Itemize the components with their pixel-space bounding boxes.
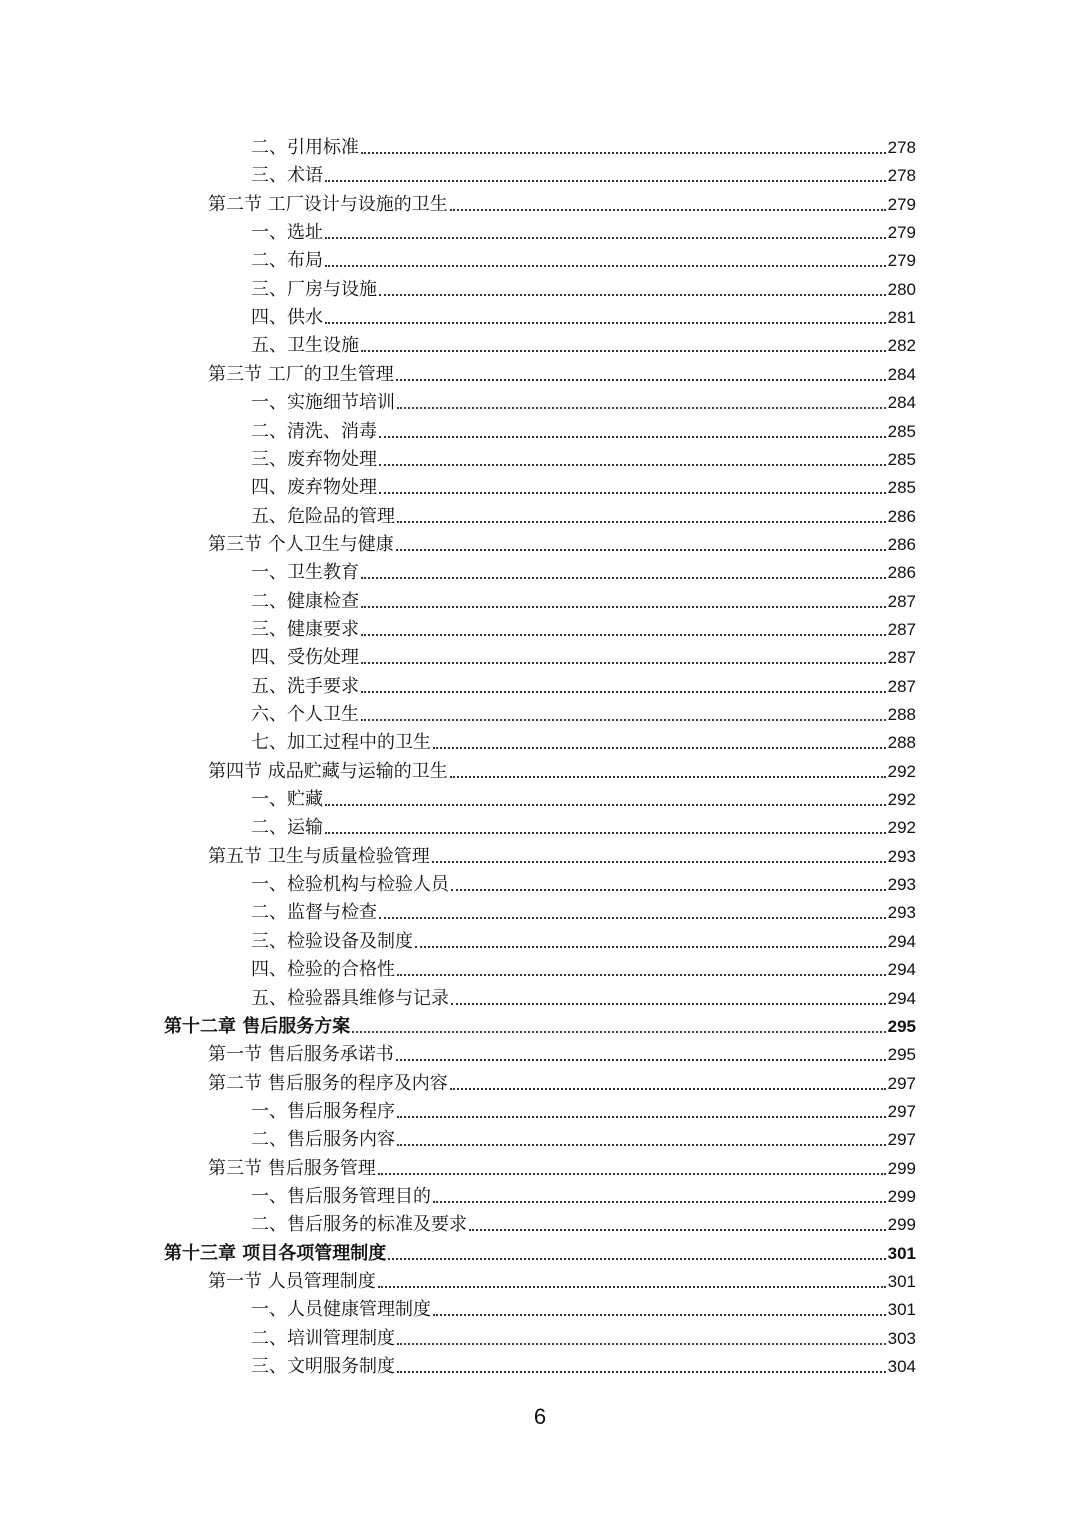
toc-entry-page: 284	[887, 393, 916, 413]
toc-entry-label: 五、危险品的管理	[251, 505, 395, 527]
toc-entry-label: 二、健康检查	[251, 590, 359, 612]
toc-entry-page: 299	[887, 1158, 916, 1178]
dot-leader	[325, 322, 886, 324]
toc-entry-label: 一、卫生教育	[251, 562, 359, 584]
dot-leader	[361, 350, 886, 352]
toc-entry-label: 二、售后服务内容	[251, 1129, 395, 1151]
toc-entry-page: 285	[887, 421, 916, 441]
dot-leader	[361, 606, 886, 608]
toc-entry-page: 287	[887, 648, 916, 668]
toc-entry-page: 282	[887, 336, 916, 356]
toc-entry-page: 294	[887, 960, 916, 980]
toc-entry-label: 一、售后服务管理目的	[251, 1185, 431, 1207]
toc-entry-item[interactable]	[0, 613, 1080, 641]
toc-entry-label: 一、贮藏	[251, 789, 323, 811]
toc-entry-label: 第二节 售后服务的程序及内容	[208, 1072, 448, 1094]
toc-entry-label: 三、术语	[251, 165, 323, 187]
dot-leader	[433, 1201, 886, 1203]
toc-entry-page: 279	[887, 194, 916, 214]
toc-entry-page: 279	[887, 251, 916, 271]
toc-entry-section[interactable]	[0, 188, 1080, 216]
dot-leader	[433, 1314, 886, 1316]
toc-entry-page: 278	[887, 138, 916, 157]
toc-entry-item[interactable]	[0, 159, 1080, 187]
dot-leader	[361, 634, 886, 636]
toc-entry-label: 二、清洗、消毒	[251, 420, 377, 442]
toc-entry-page: 287	[887, 591, 916, 611]
dot-leader	[325, 832, 886, 834]
dot-leader	[397, 1116, 886, 1118]
toc-entry-label: 第三节 工厂的卫生管理	[208, 363, 394, 385]
toc-entry-label: 五、卫生设施	[251, 335, 359, 357]
toc-entry-page: 295	[887, 1016, 916, 1036]
toc-entry-page: 293	[887, 903, 916, 923]
toc-entry-item[interactable]	[0, 585, 1080, 613]
toc-entry-label: 二、售后服务的标准及要求	[251, 1214, 467, 1236]
dot-leader	[379, 464, 886, 466]
dot-leader	[325, 237, 886, 239]
toc-entry-section[interactable]	[0, 1038, 1080, 1066]
toc-entry-page: 294	[887, 931, 916, 951]
dot-leader	[397, 1144, 886, 1146]
toc-entry-page: 287	[887, 676, 916, 696]
toc-entry-item[interactable]	[0, 953, 1080, 981]
toc-entry-page: 280	[887, 279, 916, 299]
toc-entry-section[interactable]	[0, 755, 1080, 783]
toc-entry-section[interactable]	[0, 840, 1080, 868]
page-number: 6	[533, 1404, 547, 1429]
dot-leader	[432, 861, 886, 863]
toc-entry-item[interactable]	[0, 244, 1080, 272]
toc-entry-label: 一、选址	[251, 222, 323, 244]
toc-entry-page: 281	[887, 308, 916, 328]
dot-leader	[325, 804, 886, 806]
dot-leader	[379, 917, 886, 919]
toc-entry-item[interactable]	[0, 1350, 1080, 1378]
toc-entry-item[interactable]	[0, 896, 1080, 924]
toc-entry-label: 六、个人卫生	[251, 704, 359, 725]
dot-leader	[397, 1371, 886, 1373]
toc-entry-item[interactable]	[0, 301, 1080, 329]
toc-entry-label: 二、运输	[251, 817, 323, 839]
toc-entry-page: 285	[887, 449, 916, 469]
toc-entry-item[interactable]	[0, 641, 1080, 669]
toc-entry-page: 297	[887, 1073, 916, 1093]
toc-entry-label: 第一节 售后服务承诺书	[208, 1044, 394, 1066]
dot-leader	[361, 719, 886, 721]
toc-entry-section[interactable]	[0, 1265, 1080, 1293]
toc-entry-page: 303	[887, 1328, 916, 1348]
toc-entry-page: 286	[887, 563, 916, 583]
toc-entry-item[interactable]	[0, 1095, 1080, 1123]
toc-entry-label: 三、健康要求	[251, 618, 359, 640]
toc-entry-page: 299	[887, 1186, 916, 1206]
toc-entry-section[interactable]	[0, 358, 1080, 386]
dot-leader	[451, 889, 886, 891]
dot-leader	[352, 1031, 885, 1033]
dot-leader	[378, 1173, 886, 1175]
dot-leader	[450, 209, 886, 211]
toc-entry-label: 二、培训管理制度	[251, 1327, 395, 1349]
toc-entry-page: 287	[887, 619, 916, 639]
toc-entry-label: 二、监督与检查	[251, 902, 377, 924]
toc-entry-label: 一、人员健康管理制度	[251, 1299, 431, 1321]
toc-entry-label: 二、布局	[251, 250, 323, 272]
toc-entry-label: 三、文明服务制度	[251, 1356, 395, 1378]
toc-entry-label: 四、受伤处理	[251, 647, 359, 669]
toc-entry-page: 292	[887, 790, 916, 810]
toc-entry-page: 293	[887, 875, 916, 895]
dot-leader	[397, 974, 886, 976]
dot-leader	[396, 379, 886, 381]
toc-entry-label: 第五节 卫生与质量检验管理	[208, 845, 430, 867]
toc-entry-item[interactable]	[0, 1322, 1080, 1350]
toc-entry-item[interactable]	[0, 783, 1080, 811]
toc-entry-page: 293	[887, 846, 916, 866]
toc-entry-page: 297	[887, 1101, 916, 1121]
toc-entry-label: 二、引用标准	[251, 137, 359, 158]
dot-leader	[378, 1286, 886, 1288]
toc-entry-item[interactable]	[0, 471, 1080, 499]
toc-entry-item[interactable]	[0, 868, 1080, 896]
dot-leader	[379, 436, 886, 438]
toc-entry-page: 304	[887, 1357, 916, 1377]
toc-entry-item[interactable]	[0, 556, 1080, 584]
toc-entry-item[interactable]	[0, 925, 1080, 953]
toc-entry-page: 299	[887, 1215, 916, 1235]
toc-entry-label: 第三节 个人卫生与健康	[208, 533, 394, 555]
toc-entry-page: 295	[887, 1045, 916, 1065]
toc-entry-item[interactable]	[0, 500, 1080, 528]
toc-entry-item[interactable]	[0, 386, 1080, 414]
dot-leader	[396, 549, 886, 551]
toc-entry-page: 294	[887, 988, 916, 1008]
dot-leader	[451, 1003, 886, 1005]
dot-leader	[396, 1059, 886, 1061]
toc-entry-page: 286	[887, 506, 916, 526]
dot-leader	[325, 265, 886, 267]
toc-entry-label: 七、加工过程中的卫生	[251, 732, 431, 754]
toc-entry-page: 292	[887, 761, 916, 781]
toc-entry-item[interactable]	[0, 415, 1080, 443]
toc-entry-page: 278	[887, 166, 916, 186]
dot-leader	[469, 1229, 886, 1231]
toc-entry-label: 三、废弃物处理	[251, 448, 377, 470]
toc-entry-item[interactable]	[0, 273, 1080, 301]
dot-leader	[450, 1088, 886, 1090]
toc-entry-page: 301	[887, 1300, 916, 1320]
toc-entry-section[interactable]	[0, 528, 1080, 556]
toc-entry-label: 三、厂房与设施	[251, 278, 377, 300]
dot-leader	[379, 294, 886, 296]
toc-entry-label: 一、检验机构与检验人员	[251, 874, 449, 896]
toc-entry-item[interactable]	[0, 329, 1080, 357]
toc-entry-label: 三、检验设备及制度	[251, 930, 413, 952]
toc-entry-item[interactable]	[0, 698, 1080, 726]
toc-entry-item[interactable]	[0, 726, 1080, 754]
toc-entry-label: 第十三章 项目各项管理制度	[164, 1242, 387, 1264]
dot-leader	[397, 1343, 886, 1345]
toc-entry-label: 一、售后服务程序	[251, 1100, 395, 1122]
toc-entry-item[interactable]	[0, 1208, 1080, 1236]
toc-entry-section[interactable]	[0, 1067, 1080, 1095]
dot-leader	[397, 521, 886, 523]
toc-entry-item[interactable]	[0, 982, 1080, 1010]
toc-entry-page: 301	[887, 1243, 916, 1263]
toc-entry-item[interactable]	[0, 670, 1080, 698]
toc-entry-label: 四、废弃物处理	[251, 477, 377, 499]
toc-entry-label: 四、检验的合格性	[251, 959, 395, 981]
toc-entry-label: 第四节 成品贮藏与运输的卫生	[208, 760, 448, 782]
dot-leader	[450, 776, 886, 778]
toc-entry-page: 279	[887, 223, 916, 243]
toc-entry-item[interactable]	[0, 131, 1080, 159]
toc-entry-label: 五、检验器具维修与记录	[251, 987, 449, 1009]
dot-leader	[361, 662, 886, 664]
toc-entry-chapter[interactable]	[0, 1010, 1080, 1038]
dot-leader	[433, 747, 886, 749]
dot-leader	[388, 1258, 885, 1260]
toc-entry-label: 五、洗手要求	[251, 675, 359, 697]
toc-entry-page: 284	[887, 364, 916, 384]
dot-leader	[415, 946, 886, 948]
dot-leader	[361, 577, 886, 579]
toc-entry-item[interactable]	[0, 811, 1080, 839]
toc-entry-item[interactable]	[0, 443, 1080, 471]
dot-leader	[379, 492, 886, 494]
toc-entry-label: 第十二章 售后服务方案	[164, 1015, 351, 1037]
toc-entry-chapter[interactable]	[0, 1237, 1080, 1265]
toc-entry-page: 288	[887, 705, 916, 724]
dot-leader	[397, 407, 886, 409]
dot-leader	[325, 180, 886, 182]
toc-entry-page: 292	[887, 818, 916, 838]
toc-entry-page: 286	[887, 534, 916, 554]
toc-entry-item[interactable]	[0, 1123, 1080, 1151]
toc-entry-item[interactable]	[0, 1180, 1080, 1208]
toc-entry-page: 301	[887, 1272, 916, 1291]
toc-entry-page: 297	[887, 1130, 916, 1150]
toc-entry-label: 四、供水	[251, 307, 323, 329]
dot-leader	[361, 691, 886, 693]
toc-entry-page: 285	[887, 478, 916, 498]
toc-entry-label: 第二节 工厂设计与设施的卫生	[208, 193, 448, 215]
toc-entry-label: 第一节 人员管理制度	[208, 1271, 376, 1292]
dot-leader	[361, 152, 886, 154]
toc-entry-item[interactable]	[0, 1293, 1080, 1321]
toc-entry-section[interactable]	[0, 1152, 1080, 1180]
toc-entry-label: 第三节 售后服务管理	[208, 1157, 376, 1179]
toc-entry-page: 288	[887, 733, 916, 753]
toc-entry-item[interactable]	[0, 216, 1080, 244]
toc-entry-label: 一、实施细节培训	[251, 392, 395, 414]
